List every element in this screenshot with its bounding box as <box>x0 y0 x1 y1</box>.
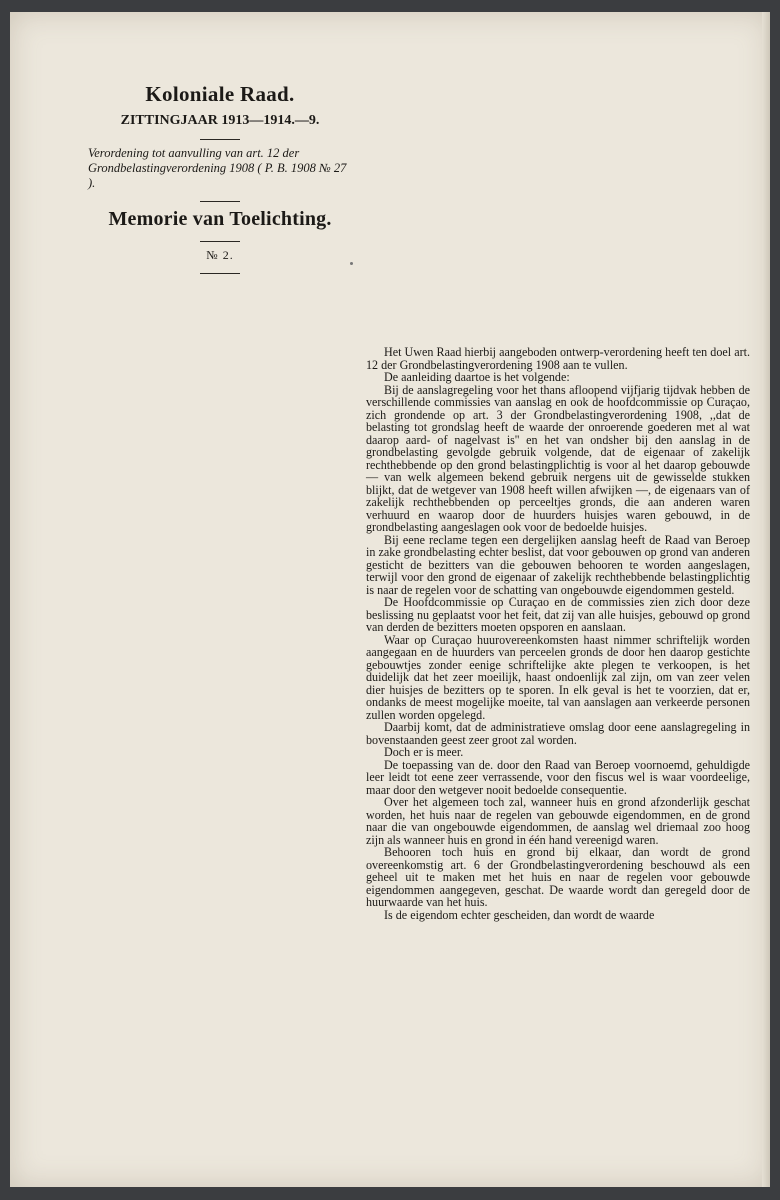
document-header <box>80 72 360 280</box>
session-year: ZITTINGJAAR 1913—1914.—9. <box>120 113 320 128</box>
divider <box>200 139 240 140</box>
divider <box>200 273 240 274</box>
paragraph: Het Uwen Raad hierbij aangeboden ontwerp-verordening heeft ten doel art. 12 der Grondbelastingverordening 1908 aan te vullen. <box>366 345 750 372</box>
paragraph: Daarbij komt, dat de administratieve omslag door eene aanslagregeling in bovenstaanden geest zeer groot zal worden. <box>366 720 750 747</box>
ordinance-subject: Verordening tot aanvulling van art. 12 der Grondbelastingverordening 1908 ( P. B. 1908 № 27 ). <box>88 146 347 190</box>
divider <box>200 201 240 202</box>
paragraph: De aanleiding daartoe is het volgende: <box>384 370 570 384</box>
document-number: № 2. <box>206 248 234 262</box>
body-text <box>366 346 750 921</box>
divider <box>200 241 240 242</box>
paragraph: Waar op Curaçao huurovereenkomsten haast nimmer schriftelijk worden aangegaan en de huurders van perceelen gronds de door hen daarop gestichte gebouwtjes zonder eenige schriftelijke akte plegen te verkoopen, is het duidelijk dat het zeer moeilijk, haast ondoenlijk zal zijn, om van zeer velen dier huisjes de bezitters op te sporen. In elk geval is het te voorzien, dat er, ondanks de meest mogelijke moeite, tal van aanslagen aan verkeerde personen zullen worden opgelegd. <box>366 632 750 722</box>
paragraph: Over het algemeen toch zal, wanneer huis en grond afzonderlijk geschat worden, het huis naar de regelen van gebouwde eigendommen, en de grond naar die van ongebouwde eigendommen, de aanslag wel driemaal zoo hoog zijn als wanneer huis en grond in één hand vereenigd waren. <box>366 795 750 847</box>
paragraph: Is de eigendom echter gescheiden, dan wordt de waarde <box>384 907 655 922</box>
document-type: Memorie van Toelichting. <box>108 208 332 230</box>
paragraph: Bij de aanslagregeling voor het thans afloopend vijfjarig tijdvak hebben de verschillende commissies van aanslag en ook de hoofdcommissie op Curaçao, zich grondende op art. 3 der Grondbelastingverordening 1908, ,,dat de belasting tot grondslag heeft de waarde der onroerende goederen met al wat daarop aard- of nagelvast is'' en het van ondsher bij den aanslag in de grondbelasting gevolgde gebruik volgende, dat de eigenaar of zakelijk rechthebbende op den grond belastingplichtig is voor al het daarop gebouwde — van welk algemeen bekend gebruik nergens uit de gewisselde stukken blijkt, dat de wetgever van 1908 heeft willen afwijken —, de eigenaars van of zakelijk rechthebbenden op perceeltjes gronds, die aan anderen waren verhuurd en waarop door de huurders huisjes waren gebouwd, in de grondbelasting aangeslagen ook voor de bedoelde huisjes. <box>366 382 750 534</box>
page-edge <box>762 12 770 1187</box>
paragraph: De Hoofdcommissie op Curaçao en de commissies zien zich door deze beslissing nu geplaatst voor het feit, dat zij van alle huisjes, gebouwd op grond van derden de bezitters moeten opsporen en aanslaan. <box>366 595 750 634</box>
paragraph: Behooren toch huis en grond bij elkaar, dan wordt de grond overeenkomstig art. 6 der Grondbelastingverordening beschouwd als een geheel uit te maken met het huis en naar de regelen voor gebouwde eigendommen aangegeven, geschat. De waarde wordt dan geregeld door de huurwaarde van het huis. <box>366 845 750 909</box>
paragraph: Doch er is meer. <box>384 745 464 759</box>
speck <box>350 262 353 265</box>
paragraph: Bij eene reclame tegen een dergelijken aanslag heeft de Raad van Beroep in zake grondbelasting echter beslist, dat voor gebouwen op grond van anderen gesticht de bezitters van die gebouwen behooren te worden aangeslagen, terwijl voor den grond de eigenaar of zakelijk rechthebbende belastingplichtig is naar de regelen voor de schatting van ongebouwde eigendommen gesteld. <box>366 532 750 597</box>
paragraph: De toepassing van de. door den Raad van Beroep voornoemd, gehuldigde leer leidt tot eene zeer verrassende, voor den fiscus wel is waar voordeelige, maar door den wetgever nooit bedoelde consequentie. <box>366 757 750 797</box>
council-title: Koloniale Raad. <box>145 82 295 106</box>
document-page <box>10 12 770 1187</box>
